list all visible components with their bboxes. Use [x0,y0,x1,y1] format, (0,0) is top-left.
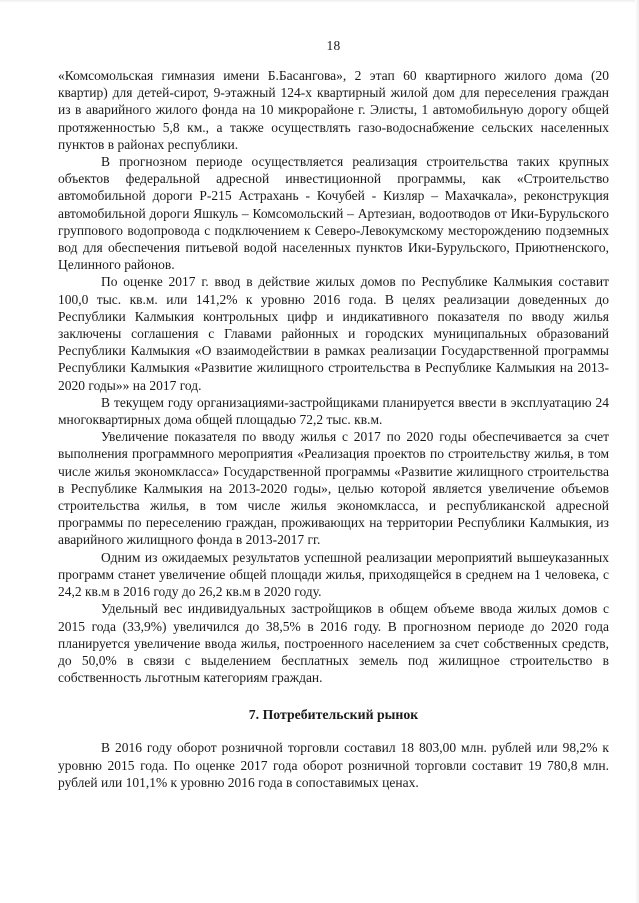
paragraph-individual-builders: Удельный вес индивидуальных застройщиков в общем объеме ввода жилых домов с 2015 года (33,9%) увеличился до 38,5% в 2016 году. В прогнозном периоде до 2020 года планируется увеличение ввода жилья, построенного населением за счет собственных средств, до 50,0% в связи с выделением бесплатных земель под жилищное строительство в собственность льготным категориям граждан. [58,601,609,686]
paragraph-construction-objects: «Комсомольская гимназия имени Б.Басангова», 2 этап 60 квартирного жилого дома (20 квартир) для детей-сирот, 9-этажный 124-х квартирный жилой дом для переселения граждан из в аварийного жилого фонда на 10 микрорайоне г. Элисты, 1 автомобильную дорогу общей протяженностью 5,8 км., а также осуществлять газо-водоснабжение сельских населенных пунктов в районах республики. [58,68,609,152]
paragraph-federal-program: В прогнозном периоде осуществляется реализация строительства таких крупных объектов федеральной адресной инвестиционной программы, как «Строительство автомобильной дороги Р-215 Астрахань - Кочубей - Кизляр – Махачкала», реконструкция автомобильной дороги Яшкуль – Комсомольский – Артезиан, водоотводов от Ики-Бурульского группового водопровода с подключением к Северо-Левокумскому месторождению подземных вод для обеспечения питьевой водой населенных пунктов Ики-Бурульского, Приютненского, Целинного районов. [58,154,609,273]
section-title-consumer-market: 7. Потребительский рынок [248,707,419,723]
paragraph-housing-estimate-2017: По оценке 2017 г. ввод в действие жилых домов по Республике Калмыкия составит 100,0 тыс. кв.м. или 141,2% к уровню 2016 года. В целях реализации доведенных до Республики Калмыкия контрольных цифр и индикативного показателя по вводу жилья заключены соглашения с Главами районных и городских муниципальных образований Республики Калмыкия «О взаимодействии в рамках реализации Государственной программы Республики Калмыкия «Развитие жилищного строительства в Республике Калмыкия на 2013-2020 годы»» на 2017 год. [58,274,609,393]
paragraph-developers-plan: В текущем году организациями-застройщиками планируется ввести в эксплуатацию 24 многоквартирных дома общей площадью 72,2 тыс. кв.м. [58,394,609,428]
paragraph-retail-turnover: В 2016 году оборот розничной торговли составил 18 803,00 млн. рублей или 98,2% к уровню 2015 года. По оценке 2017 года оборот розничной торговли составит 19 780,8 млн. рублей или 101,1% к уровню 2016 года в сопоставимых ценах. [58,740,609,790]
paragraph-expected-results: Одним из ожидаемых результатов успешной реализации мероприятий вышеуказанных программ станет увеличение общей площади жилья, приходящейся в среднем на 1 человека, с 24,2 кв.м в 2016 году до 26,2 кв.м в 2020 году. [58,549,609,600]
paragraph-housing-growth: Увеличение показателя по вводу жилья с 2017 по 2020 годы обеспечивается за счет выполнения программного мероприятия «Реализация проектов по строительству жилья, в том числе жилья экономкласса» Государственной программы «Развитие жилищного строительства в Республике Калмыкия на 2013-2020 годы», целью которой является увеличение объемов строительства жилья, в том числе жилья экономкласса, и республиканской адресной программы по переселению граждан, проживающих на территории Республики Калмыкия, из аварийного жилищного фонда в 2013-2017 гг. [58,429,609,548]
page-number: 18 [326,38,341,53]
scan-shadow-top [0,0,639,3]
scan-shadow-right [635,0,639,903]
